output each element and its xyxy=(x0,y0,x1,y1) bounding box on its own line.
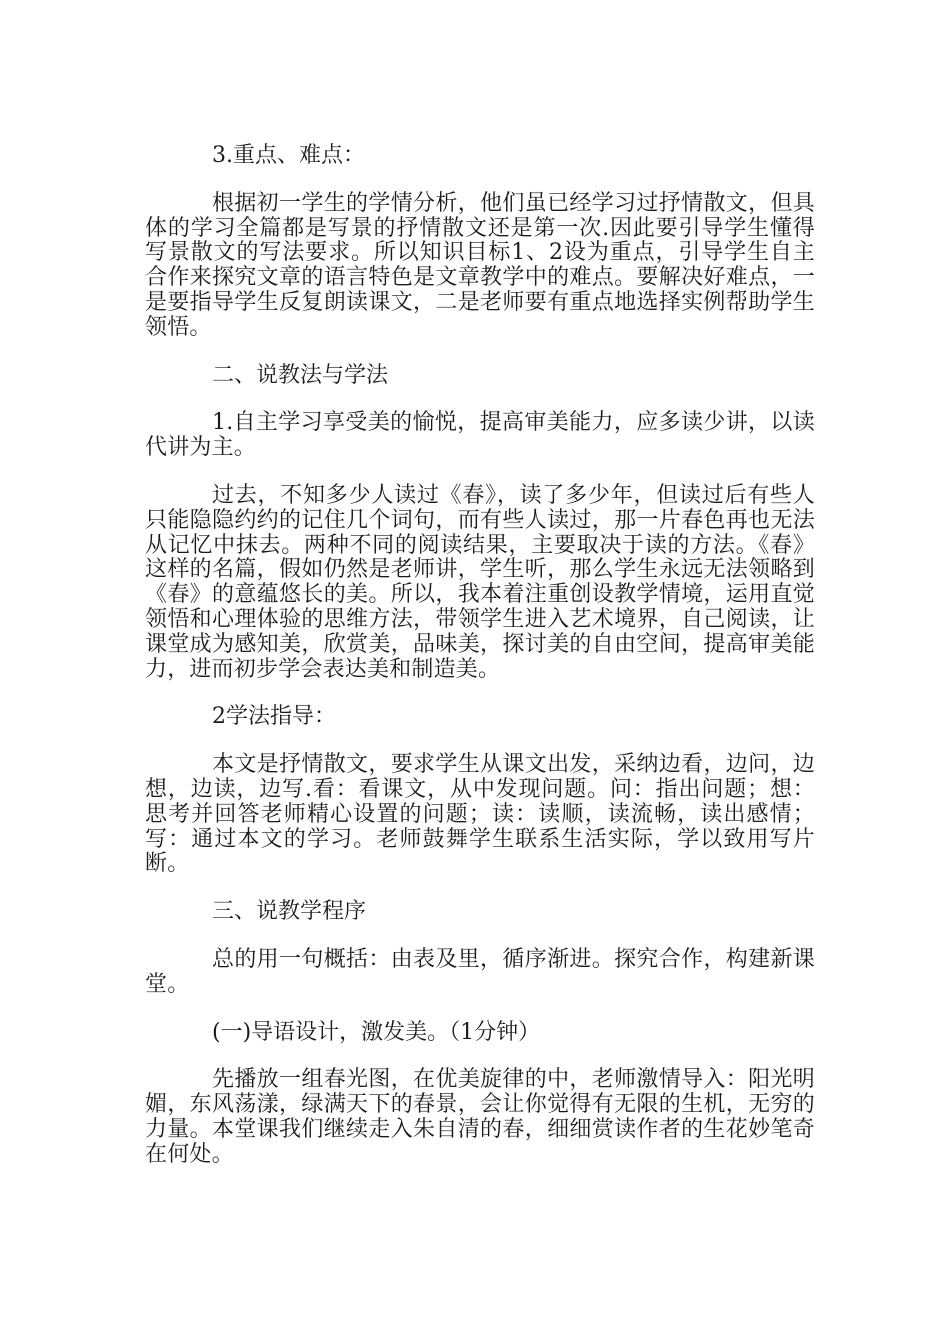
section-heading-study-guidance: 2学法指导： xyxy=(212,704,336,730)
section-heading-introduction-design: (一)导语设计，激发美。（1分钟） xyxy=(212,1019,541,1045)
paragraph-introduction: 先播放一组春光图，在优美旋律的中，老师激情导入：阳光明媚，东风荡漾，绿满天下的春景，会让你觉得有无限的生机，无穷的力量。本堂课我们继续走入朱自清的春，细细赏读作者的生花妙笔奇在何处。 xyxy=(145,1067,815,1167)
paragraph-summary: 总的用一句概括：由表及里，循序渐进。探究合作，构建新课堂。 xyxy=(145,946,815,997)
paragraph-reading-methods: 过去，不知多少人读过《春》，读了多少年，但读过后有些人只能隐隐约约的记住几个词句，而有些人读过，那一片春色再也无法从记忆中抹去。两种不同的阅读结果，主要取决于读的方法。《春》这样的名篇，假如仍然是老师讲，学生听，那么学生永远无法领略到《春》的意蕴悠长的美。所以，我本着注重创设教学情境，运用直觉领悟和心理体验的思维方法，带领学生进入艺术境界，自己阅读，让课堂成为感知美，欣赏美，品味美，探讨美的自由空间，提高审美能力，进而初步学会表达美和制造美。 xyxy=(145,482,815,682)
paragraph-study-guidance: 本文是抒情散文，要求学生从课文出发，采纳边看，边问，边想，边读，边写.看：看课文，从中发现问题。问：指出问题；想：思考并回答老师精心设置的问题；读：读顺，读流畅，读出感情；写：通过本文的学习。老师鼓舞学生联系生活实际，学以致用写片断。 xyxy=(145,752,815,877)
section-heading-teaching-methods: 二、说教法与学法 xyxy=(212,362,389,388)
section-heading-teaching-procedure: 三、说教学程序 xyxy=(212,899,367,925)
document-body xyxy=(145,144,815,1191)
section-heading-key-points: 3.重点、难点： xyxy=(212,143,365,168)
paragraph-self-study: 1.自主学习享受美的愉悦，提高审美能力，应多读少讲，以读代讲为主。 xyxy=(145,410,815,461)
paragraph-key-points: 根据初一学生的学情分析，他们虽已经学习过抒情散文，但具体的学习全篇都是写景的抒情散文还是第一次.因此要引导学生懂得写景散文的写法要求。所以知识目标1、2设为重点，引导学生自主合作来探究文章的语言特色是文章教学中的难点。要解决好难点，一是要指导学生反复朗读课文，二是老师要有重点地选择实例帮助学生领悟。 xyxy=(145,190,815,340)
